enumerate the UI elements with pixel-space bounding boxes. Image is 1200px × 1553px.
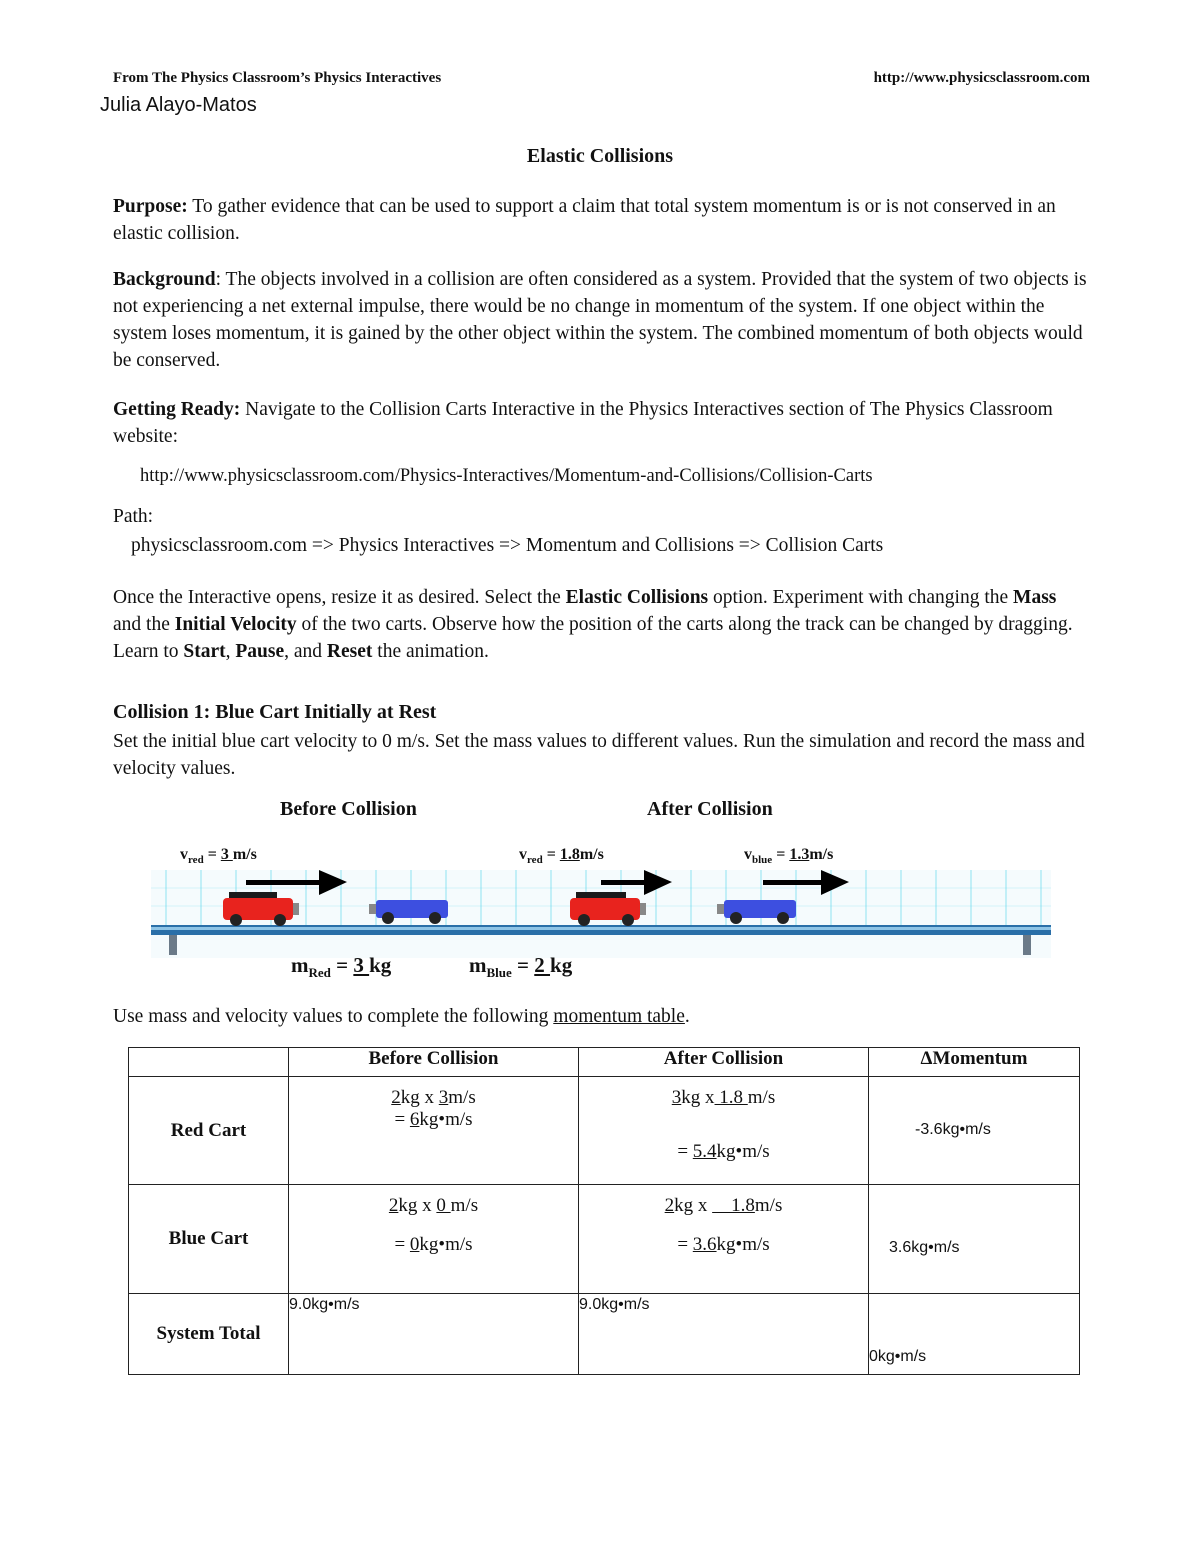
- interactive-url: http://www.physicsclassroom.com/Physics-Interactives/Momentum-and-Collisions/Collision-Carts: [140, 466, 873, 486]
- instr-text-3: and the: [113, 614, 175, 635]
- background-text: : The objects involved in a collision are often considered as a system. Provided that the system of two objects is not experiencing a net external impulse, there would be no change in momentum of the system. If one object within the system loses momentum, it is gained by the other object within the system. The combined momentum of both objects would be conserved.: [113, 269, 1087, 371]
- background-paragraph: [113, 266, 1088, 374]
- instr-text-4: of the two carts. Observe how the position of the carts along the track can be changed by dragging. Learn to: [113, 614, 1073, 662]
- track-leg-left: [169, 935, 177, 955]
- instr-bold-reset: Reset: [326, 641, 373, 662]
- table-row-blue: [129, 1185, 1080, 1294]
- page-title: Elastic Collisions: [526, 145, 674, 167]
- after-collision-label: After Collision: [647, 798, 773, 820]
- instructions-paragraph: [113, 584, 1088, 665]
- mass-blue-label: $m_{Blue} = 2$ kg: [469, 953, 573, 981]
- blue-delta-cell: 3.6kg•m/s: [869, 1185, 1080, 1294]
- header-source: From The Physics Classroom’s Physics Interactives: [113, 70, 442, 86]
- header-url: http://www.physicsclassroom.com: [873, 70, 1090, 86]
- system-total-label: System Total: [129, 1294, 289, 1375]
- instr-bold-elastic: Elastic Collisions: [565, 587, 709, 608]
- total-before-cell: 9.0kg•m/s: [289, 1294, 579, 1375]
- total-after-cell: 9.0kg•m/s: [579, 1294, 869, 1375]
- total-delta-cell: 0kg•m/s: [869, 1294, 1080, 1375]
- instr-bold-velocity: Initial Velocity: [174, 614, 297, 635]
- collision-track-figure: [151, 870, 1051, 958]
- header-after: After Collision: [579, 1048, 869, 1077]
- collision1-heading: Collision 1: Blue Cart Initially at Rest: [113, 701, 437, 723]
- blue-after-cell: 2kg x 1.8m/s = 3.6kg•m/s: [579, 1185, 869, 1294]
- student-name: Julia Alayo-Matos: [100, 94, 257, 116]
- momentum-table-link: momentum table: [553, 1006, 685, 1027]
- instr-bold-mass: Mass: [1013, 587, 1057, 608]
- header-delta: ΔMomentum: [869, 1048, 1080, 1077]
- getting-ready-label: Getting Ready:: [113, 399, 241, 420]
- path-text: physicsclassroom.com => Physics Interactives => Momentum and Collisions => Collision Carts: [131, 535, 884, 556]
- table-row-total: [129, 1294, 1080, 1375]
- instr-text-1: Once the Interactive opens, resize it as desired. Select the: [113, 587, 566, 608]
- v-red-before-label: $v_{red} = 3$ m/s: [180, 846, 257, 867]
- before-collision-label: Before Collision: [280, 798, 417, 820]
- v-red-after-label: $v_{red} = 1.8m/s$: [519, 846, 604, 867]
- instr-bold-pause: Pause: [235, 641, 285, 662]
- v-blue-after-label: $v_{blue} = 1.3m/s$: [744, 846, 834, 867]
- instr-text-7: the animation.: [372, 641, 489, 662]
- instr-text-2: option. Experiment with changing the: [708, 587, 1014, 608]
- getting-ready-paragraph: [113, 396, 1088, 450]
- instr-text-5: ,: [225, 641, 236, 662]
- header-before: Before Collision: [289, 1048, 579, 1077]
- red-delta-cell: -3.6kg•m/s: [869, 1077, 1080, 1185]
- blue-cart-label: Blue Cart: [129, 1185, 289, 1294]
- red-after-cell: 3kg x 1.8 m/s = 5.4kg•m/s: [579, 1077, 869, 1185]
- blue-before-cell: 2kg x 0 m/s = 0kg•m/s: [289, 1185, 579, 1294]
- instr-bold-start: Start: [183, 641, 226, 662]
- red-cart-label: Red Cart: [129, 1077, 289, 1185]
- getting-ready-text: Navigate to the Collision Carts Interactive in the Physics Interactives section of The Physics Classroom website:: [113, 399, 1053, 447]
- path-label: Path:: [113, 506, 154, 527]
- table-header-row: [129, 1048, 1080, 1077]
- header-blank: [129, 1048, 289, 1077]
- track-leg-right: [1023, 935, 1031, 955]
- mass-red-label: $m_{Red} = 3$ kg: [291, 953, 392, 981]
- purpose-text: To gather evidence that can be used to support a claim that total system momentum is or is not conserved in an elastic collision.: [113, 196, 1056, 244]
- purpose-label: Purpose:: [113, 196, 188, 217]
- table-intro: Use mass and velocity values to complete the following momentum table.: [113, 1006, 690, 1027]
- background-label: Background: [113, 269, 216, 290]
- table-row-red: [129, 1077, 1080, 1185]
- red-before-cell: 2kg x 3m/s = 6kg•m/s: [289, 1077, 579, 1185]
- momentum-table: [128, 1047, 1080, 1375]
- purpose-paragraph: [113, 193, 1088, 247]
- instr-text-6: , and: [284, 641, 327, 662]
- collision1-text: Set the initial blue cart velocity to 0 m/s. Set the mass values to different values. Run the simulation and record the mass and velocity values.: [113, 731, 1085, 779]
